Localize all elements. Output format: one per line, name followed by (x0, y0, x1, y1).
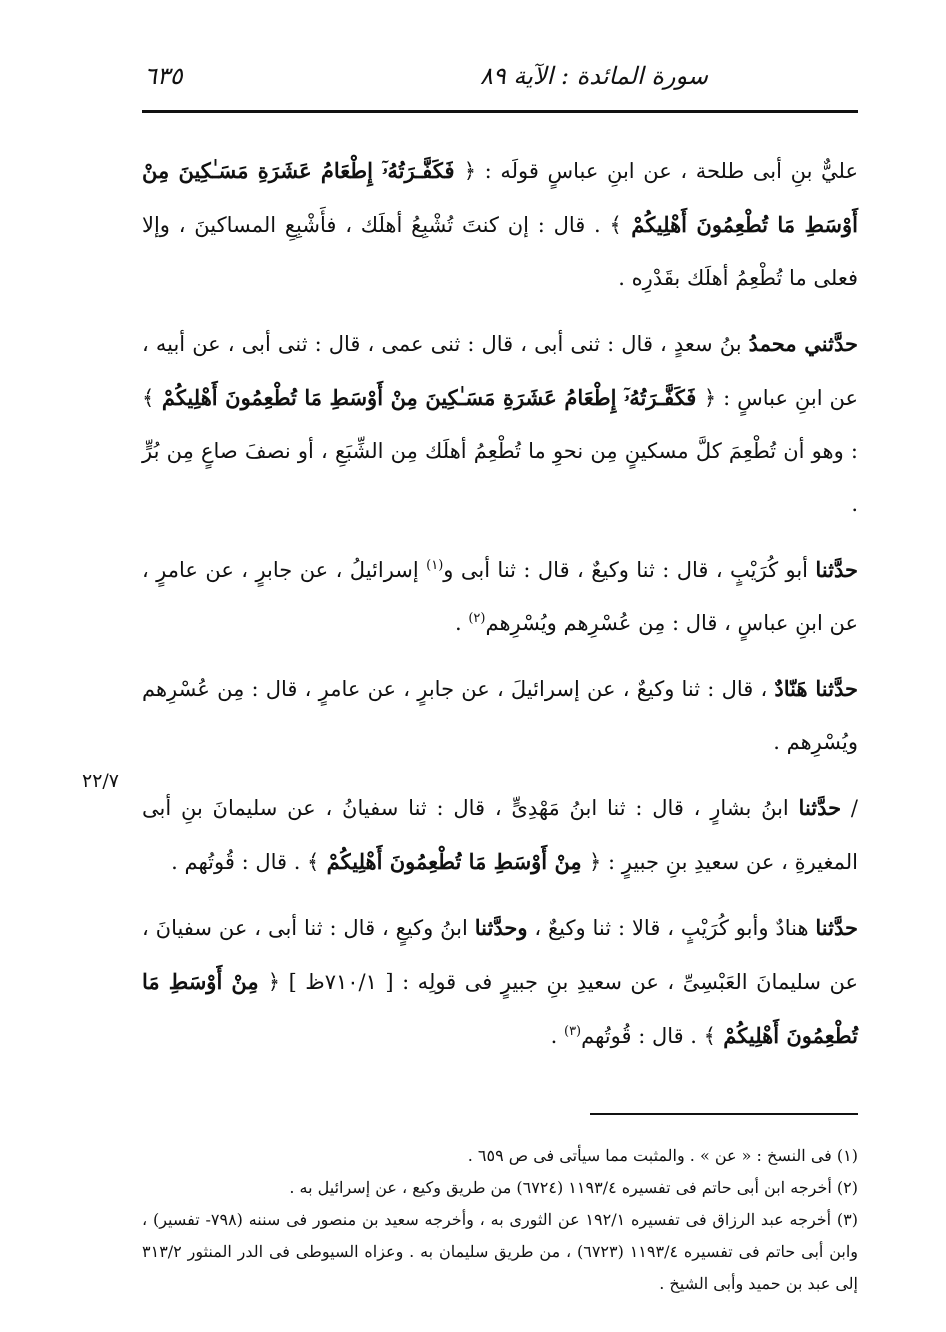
ornate-bracket: ﴿ (463, 159, 477, 183)
body-text-run: . قال : إن كنتَ تُشْبِعُ أهلَك ، فأَشْبِعِ المساكينَ ، وإلا فعلى ما تُطْعِمُ أهلَك بقَدْرِه . (142, 213, 858, 290)
page-number: ٦٣٥ (144, 62, 183, 90)
header-divider (142, 110, 858, 113)
isnad-lead: حدَّثنا (815, 557, 859, 582)
paragraph (142, 317, 858, 531)
paragraph (142, 901, 858, 1063)
body-text-run: إسرائيلُ ، عن جابرٍ ، عن عامرٍ ، عن ابنِ عباسٍ ، قال : مِن عُسْرِهم ويُسْرِهم (142, 558, 858, 635)
footnote-marker: (١) (426, 558, 444, 573)
isnad-lead: حدَّثنا (798, 795, 842, 820)
quran-quote: فَكَفَّـرَتُهُۥٓ إِطْعَامُ عَشَرَةِ مَسَـٰكِينَ مِنْ أَوْسَطِ مَا تُطْعِمُونَ أَهْلِيكُمْ (154, 385, 704, 410)
body-text-run: . (454, 611, 469, 635)
quran-quote: مِنْ أَوْسَطِ مَا تُطْعِمُونَ أَهْلِيكُمْ (319, 849, 589, 874)
ornate-bracket: ﴾ (703, 1024, 716, 1048)
body-text-run: / (841, 796, 858, 820)
isnad-lead: حدَّثنا (815, 915, 858, 940)
body-text-run: ، قال : ثنا وكيعٌ ، عن إسرائيلَ ، عن جابرٍ ، عن عامرٍ ، قال : مِن عُسْرِهم ويُسْرِهم . (142, 677, 858, 754)
body-text-run: أبو كُرَيْبٍ ، قال : ثنا وكيعٌ ، قال : ثنا أبى و (443, 558, 816, 582)
footnote-divider (590, 1113, 858, 1115)
paragraph (142, 781, 858, 889)
footnote: (٢) أخرجه ابن أبى حاتم فى تفسيره ١١٩٣/٤ (٦٧٢٤) من طريق وكيع ، عن إسرائيل به . (289, 1178, 858, 1197)
isnad-lead: وحدَّثنا (474, 915, 528, 940)
ornate-bracket: ﴾ (307, 850, 320, 874)
footnotes (142, 1140, 858, 1300)
ornate-bracket: ﴾ (609, 213, 622, 237)
body-text-run: : وهو أن تُطْعِمَ كلَّ مسكينٍ مِن نحوِ ما تُطْعِمُ أهلَك مِن الشِّبَعِ ، أو نصفَ صاعٍ مِن بُرٍّ . (142, 439, 858, 516)
ornate-bracket: ﴿ (589, 850, 602, 874)
isnad-lead: حدَّثنا هَنّادٌ (774, 676, 858, 701)
paragraph (142, 144, 858, 305)
body-text-run: بنُ سعدٍ ، قال : ثنى أبى ، قال : ثنى عمى ، قال : ثنى أبى ، عن أبيه ، عن ابنِ عباسٍ : (142, 332, 858, 410)
quran-quote: مِنْ أَوْسَطِ مَا تُطْعِمُونَ أَهْلِيكُمْ (142, 969, 858, 1048)
body-text-run: ابنُ وكيعٍ ، قال : ثنا أبى ، عن سفيانَ ، عن سليمانَ العَبْسِىِّ ، عن سعيدِ بنِ جبيرٍ فى قولِه : [ ٧١٠/١ظ ] (142, 916, 858, 994)
body-text-run: هنادٌ وأبو كُرَيْبٍ ، قالا : ثنا وكيعٌ ، (527, 916, 816, 940)
body-text-run: ابنُ بشارٍ ، قال : ثنا ابنُ مَهْدِىٍّ ، قال : ثنا سفيانُ ، عن سليمانَ بنِ أبى المغيرةِ ، عن سعيدِ بنِ جبيرٍ : (142, 796, 858, 874)
footnote-marker: (٢) (468, 611, 486, 626)
paragraph (142, 662, 858, 769)
body-text-run: . قال : قُوتُهم (581, 1024, 704, 1048)
body-text-run: . (550, 1024, 564, 1048)
footnote: (٣) أخرجه عبد الرزاق فى تفسيره ١٩٢/١ عن الثورى به ، وأخرجه سعيد بن منصور فى سننه (٧٩٨- تفسير) ، وابن أبى حاتم فى تفسيره ١١٩٣/٤ (٦٧٢٣) ، من طريق سليمان به . وعزاه السيوطى فى الدر المنثور ٣١٣/٢ إلى عبد بن حميد وأبى الشيخ . (142, 1210, 859, 1293)
footnote-marker: (٣) (563, 1024, 582, 1039)
body-text-run: عليٌّ بنِ أبى طلحة ، عن ابنِ عباسٍ قولَه : (476, 159, 858, 183)
paragraph (142, 543, 858, 650)
ornate-bracket: ﴿ (703, 386, 717, 410)
running-header (142, 60, 858, 100)
ornate-bracket: ﴿ (267, 970, 281, 994)
main-text (142, 144, 858, 1075)
body-text-run: . قال : قُوتُهم . (171, 850, 308, 874)
ornate-bracket: ﴾ (142, 386, 155, 410)
surah-verse-title: سورة المائدة : الآية ٨٩ (480, 62, 708, 90)
isnad-lead: حدَّثني محمدُ (748, 331, 858, 356)
footnote: (١) فى النسخ : « عن » . والمثبت مما سيأتى فى ص ٦٥٩ . (467, 1146, 858, 1165)
margin-volume-reference: ٢٢/٧ (82, 770, 120, 792)
quran-quote: فَكَفَّـرَتُهُۥٓ إِطْعَامُ عَشَرَةِ مَسَـٰكِينَ مِنْ أَوْسَطِ مَا تُطْعِمُونَ أَهْلِيكُمْ (142, 158, 858, 237)
